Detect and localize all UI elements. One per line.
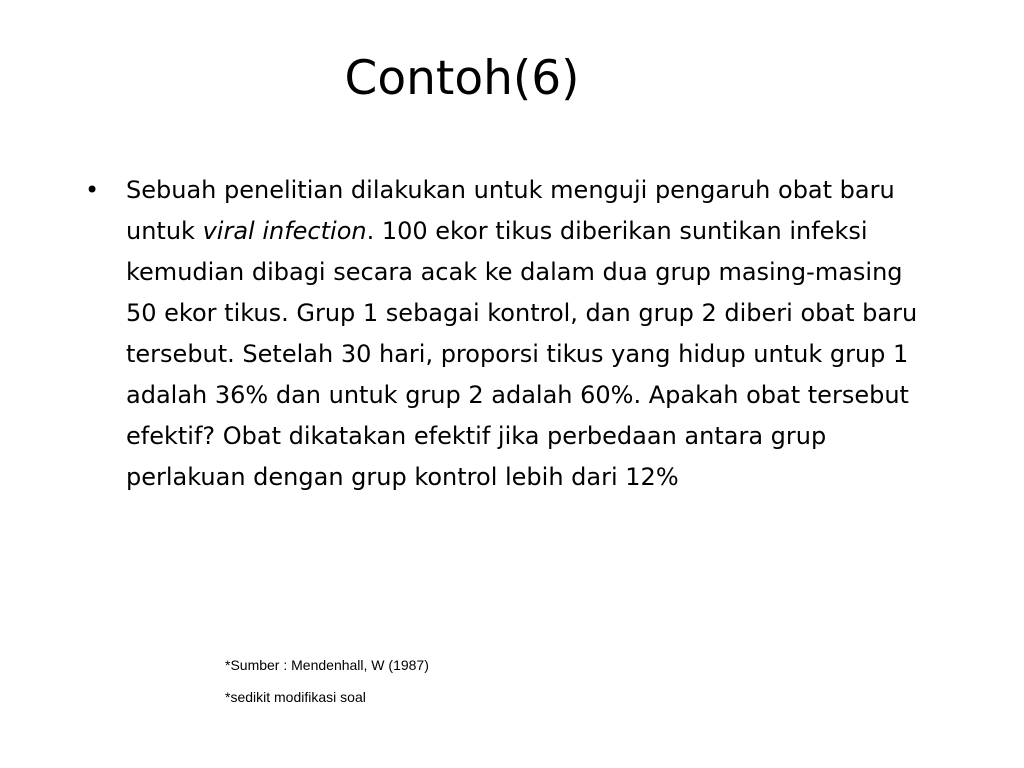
footnote-source: *Sumber : Mendenhall, W (1987) [225, 657, 429, 673]
bullet-text-italic: viral infection [202, 217, 367, 245]
bullet-item [85, 170, 945, 498]
slide-title: Contoh(6) [344, 51, 580, 106]
bullet-text [126, 170, 936, 498]
bullet-marker: • [85, 176, 100, 204]
footnote-modification: *sedikit modifikasi soal [225, 689, 366, 705]
bullet-text-part-2: . 100 ekor tikus diberikan suntikan infeksi kemudian dibagi secara acak ke dalam dua grup masing-masing 50 ekor tikus. Grup 1 sebagai kontrol, dan grup 2 diberi obat baru tersebut. Setelah 30 hari, proporsi tikus yang hidup untuk grup 1 adalah 36% dan untuk grup 2 adalah 60%. Apakah obat tersebut efektif? Obat dikatakan efektif jika perbedaan antara grup perlakuan dengan grup kontrol lebih dari 12% [126, 217, 918, 491]
bullet-text-part-1: Sebuah penelitian dilakukan untuk menguji pengaruh obat baru untuk [126, 176, 895, 245]
